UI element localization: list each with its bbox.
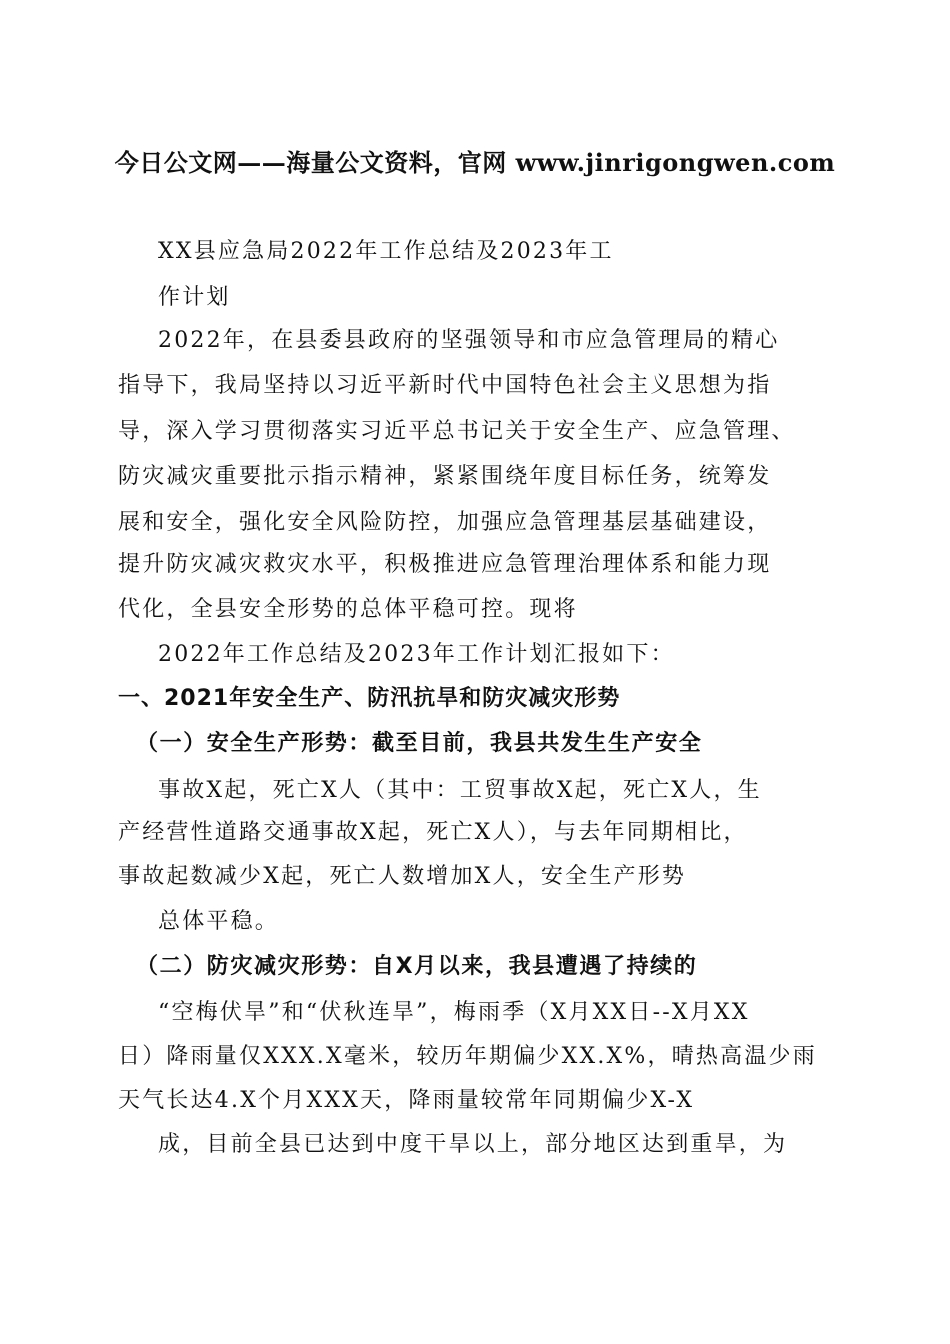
subsection-2-line: 成，目前全县已达到中度干旱以上，部分地区达到重旱，为 — [158, 1132, 788, 1157]
section-1-heading: 一、2021年安全生产、防汛抗旱和防灾减灾形势 — [118, 686, 621, 711]
subsection-1-line: 总体平稳。 — [158, 909, 280, 934]
site-header-banner: 今日公文网——海量公文资料，官网 www.jinrigongwen.com — [114, 148, 836, 177]
subsection-1-heading: （一）安全生产形势：截至目前，我县共发生生产安全 — [136, 731, 703, 756]
intro-paragraph-line: 指导下，我局坚持以习近平新时代中国特色社会主义思想为指 — [118, 373, 772, 398]
intro-paragraph-line: 防灾减灾重要批示指示精神，紧紧围绕年度目标任务，统筹发 — [118, 464, 772, 489]
intro-paragraph-line: 2022年工作总结及2023年工作计划汇报如下： — [158, 642, 675, 667]
subsection-1-line: 事故X起，死亡X人（其中：工贸事故X起，死亡X人，生 — [158, 778, 762, 803]
intro-paragraph-line: 代化，全县安全形势的总体平稳可控。现将 — [118, 597, 578, 622]
subsection-2-line: 日）降雨量仅XXX.X毫米，较历年期偏少XX.X%，晴热高温少雨 — [118, 1044, 817, 1069]
subsection-2-line: 天气长达4.X个月XXX天，降雨量较常年同期偏少X-X — [118, 1088, 695, 1113]
subsection-2-line: “空梅伏旱”和“伏秋连旱”，梅雨季（X月XX日--X月XX — [158, 1000, 750, 1025]
intro-paragraph-line: 提升防灾减灾救灾水平，积极推进应急管理治理体系和能力现 — [118, 552, 772, 577]
intro-paragraph-line: 导，深入学习贯彻落实习近平总书记关于安全生产、应急管理、 — [118, 419, 796, 444]
document-title-line-1: XX县应急局2022年工作总结及2023年工 — [158, 239, 614, 264]
subsection-1-line: 事故起数减少X起，死亡人数增加X人，安全生产形势 — [118, 864, 687, 889]
intro-paragraph-line: 2022年，在县委县政府的坚强领导和市应急管理局的精心 — [158, 328, 780, 353]
subsection-1-line: 产经营性道路交通事故X起，死亡X人），与去年同期相比， — [118, 820, 748, 845]
intro-paragraph-line: 展和安全，强化安全风险防控，加强应急管理基层基础建设， — [118, 510, 772, 535]
document-title-line-2: 作计划 — [158, 285, 231, 310]
subsection-2-heading: （二）防灾减灾形势：自X月以来，我县遭遇了持续的 — [136, 954, 698, 979]
